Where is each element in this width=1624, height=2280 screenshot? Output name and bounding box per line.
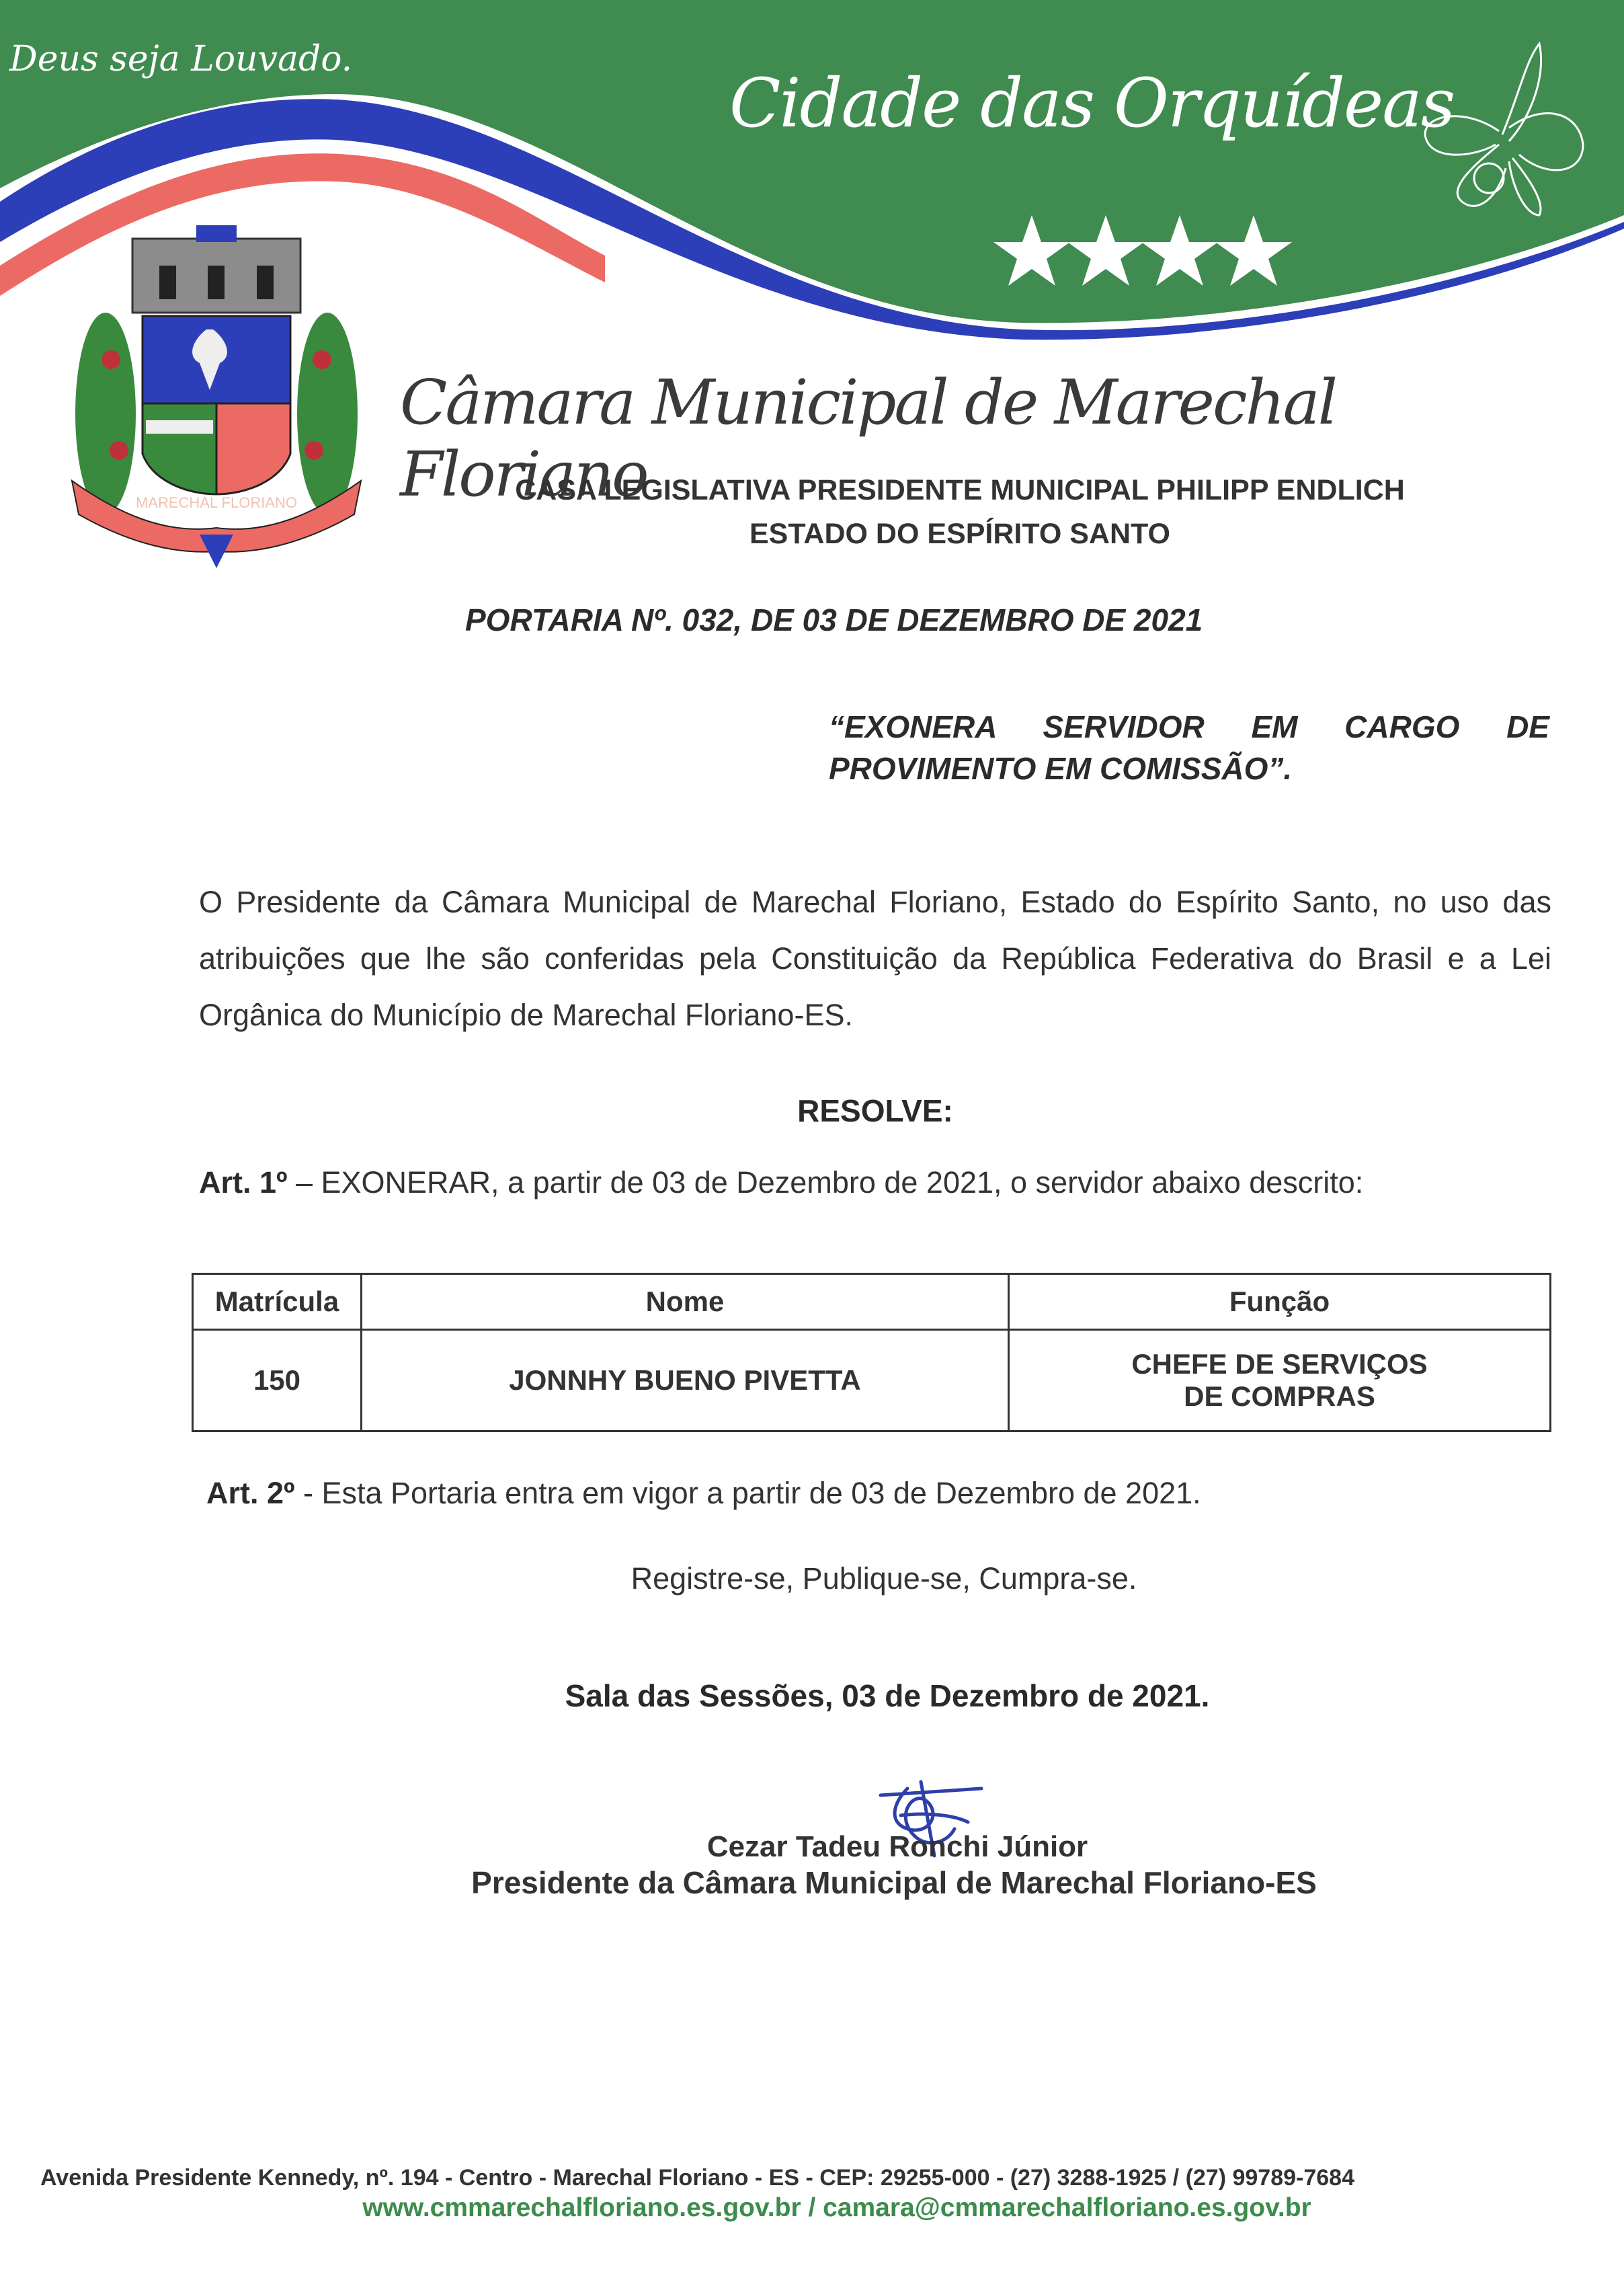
article-2-text: - Esta Portaria entra em vigor a partir de 03 de Dezembro de 2021.: [294, 1476, 1201, 1510]
servant-table: [192, 1273, 1551, 1432]
ementa: “EXONERA SERVIDOR EM CARGO DE PROVIMENTO EM COMISSÃO”.: [829, 709, 1549, 786]
document-title: PORTARIA Nº. 032, DE 03 DE DEZEMBRO DE 2021: [465, 602, 1203, 637]
footer-web-email[interactable]: www.cmmarechalfloriano.es.gov.br / camara@cmmarechalfloriano.es.gov.br: [362, 2193, 1311, 2222]
closing-formula: Registre-se, Publique-se, Cumpra-se.: [631, 1561, 1137, 1596]
state-name: ESTADO DO ESPÍRITO SANTO: [749, 518, 1170, 550]
municipal-crest: [65, 219, 368, 568]
article-1: [199, 1165, 1363, 1200]
article-1-label: Art. 1º: [199, 1165, 288, 1200]
signer-role: Presidente da Câmara Municipal de Marechal Floriano-ES: [471, 1865, 1317, 1900]
cell-matricula: 150: [193, 1330, 362, 1431]
resolve-heading: RESOLVE:: [797, 1093, 953, 1128]
signer-name: Cezar Tadeu Ronchi Júnior: [706, 1830, 1088, 1863]
city-slogan: Cidade das Orquídeas: [729, 64, 1455, 143]
crest-text: MARECHAL FLORIANO: [135, 494, 298, 511]
header-nome: Nome: [362, 1274, 1009, 1330]
cell-funcao: CHEFE DE SERVIÇOS DE COMPRAS: [1009, 1330, 1551, 1431]
place-date: Sala das Sessões, 03 de Dezembro de 2021.: [565, 1678, 1210, 1713]
article-1-text: – EXONERAR, a partir de 03 de Dezembro de 2021, o servidor abaixo descrito:: [287, 1165, 1364, 1200]
header-matricula: Matrícula: [193, 1274, 362, 1330]
footer-address: Avenida Presidente Kennedy, nº. 194 - Centro - Marechal Floriano - ES - CEP: 29255-000 - (27) 3288-1925 / (27) 99789-7684: [40, 2165, 1354, 2191]
header-funcao: Função: [1009, 1274, 1551, 1330]
table-row: [193, 1330, 1551, 1431]
house-name: CASA LEGISLATIVA PRESIDENTE MUNICIPAL PHILIPP ENDLICH: [515, 474, 1405, 506]
crest-crown: [132, 225, 300, 313]
preamble: O Presidente da Câmara Municipal de Marechal Floriano, Estado do Espírito Santo, no uso das atribuições que lhe são conferidas pela Constituição da República Federativa do Brasil e a Lei Orgânica do Município de Marechal Floriano-ES.: [199, 885, 1551, 1032]
motto: Deus seja Louvado.: [9, 39, 353, 79]
article-2-label: Art. 2º: [206, 1476, 295, 1510]
chamber-name: Câmara Municipal de Marechal Floriano: [400, 366, 1336, 510]
table-header-row: [193, 1274, 1551, 1330]
cell-nome: JONNHY BUENO PIVETTA: [362, 1330, 1009, 1431]
article-2: [206, 1476, 1201, 1511]
